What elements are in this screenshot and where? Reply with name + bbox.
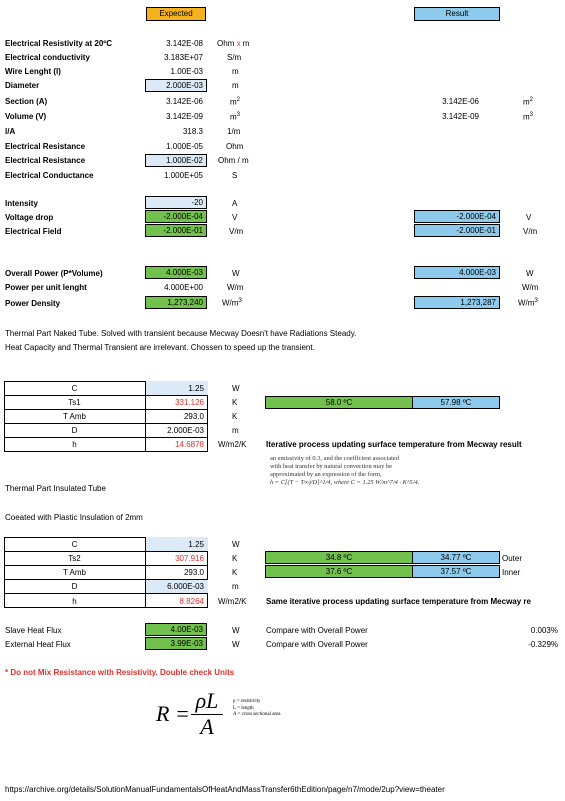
formula-numerator: ρL [195, 688, 219, 713]
prop-label: Electrical conductivity [5, 53, 90, 62]
thermal-value: 307.916 [175, 554, 204, 563]
note-insulated: Thermal Part Insulated Tube [5, 484, 106, 493]
field-result-cell: -2.000E-01 [414, 224, 500, 237]
resistance-input-cell[interactable]: 1.000E-02 [145, 154, 207, 167]
flux-compare: Compare with Overall Power [266, 640, 368, 649]
row-divider [4, 551, 208, 552]
prop-value: 1.000E+05 [164, 171, 203, 180]
power-expected-cell: 4.000E-03 [145, 266, 207, 279]
thermal-value: 293.0 [183, 568, 204, 577]
flux-pct: -0.329% [528, 640, 558, 649]
thermal-label: Ts2 [68, 554, 81, 563]
prop-unit: S [232, 171, 238, 180]
voltage-result-cell: -2.000E-04 [414, 210, 500, 223]
power-unit [222, 298, 242, 308]
prop-unit [230, 112, 240, 122]
thermal-unit: W [232, 384, 240, 393]
unit-sup: 3 [236, 112, 241, 118]
unit-sup: 2 [529, 97, 534, 103]
flux-compare: Compare with Overall Power [266, 626, 368, 635]
prop-label: Electrical Resistance [5, 142, 86, 151]
external-flux-cell: 3.99E-03 [145, 637, 207, 650]
thermal-unit: K [232, 398, 238, 407]
warning-note: * Do not Mix Resistance with Resistivity. Double check Units [5, 668, 235, 677]
prop-unit: m [232, 67, 239, 76]
thermal-value: 293.0 [183, 412, 204, 421]
unit-part: m [230, 97, 237, 107]
diameter-input-cell[interactable]: 2.000E-03 [145, 79, 207, 92]
prop-label: Electrical Resistance [5, 156, 86, 165]
legend-line: ρ = resistivity [233, 699, 261, 704]
unit-sup: 3 [534, 298, 538, 304]
ts1-expected-cell: 58.0 ºC [265, 396, 413, 409]
outer-expected-cell: 34.8 ºC [265, 551, 413, 564]
result-unit: V [526, 213, 532, 222]
note-same-iterative: Same iterative process updating surface temperature from Mecway re [266, 597, 531, 606]
prop-value: 1.000E-05 [166, 142, 203, 151]
unit-sup: 3 [529, 112, 534, 118]
thermal-value: 6.000E-03 [167, 582, 204, 591]
prop-unit: Ohm [226, 142, 244, 151]
prop-value: 3.142E-06 [166, 97, 203, 106]
paper-excerpt [270, 455, 500, 487]
result-unit [523, 112, 533, 122]
slave-flux-cell: 4.00E-03 [145, 623, 207, 636]
thermal-value: 1.25 [188, 384, 204, 393]
density-expected-cell: 1,273,240 [145, 296, 207, 309]
prop-label: Diameter [5, 81, 40, 90]
thermal-unit: m [232, 582, 239, 591]
thermal-unit: K [232, 554, 238, 563]
power-label: Power Density [5, 299, 61, 308]
unit-part: m [523, 97, 530, 107]
thermal-label: h [72, 440, 77, 449]
prop-label: Volume (V) [5, 112, 47, 121]
prop-unit: m [232, 81, 239, 90]
prop-label: l/A [5, 127, 16, 136]
prop-unit: 1/m [227, 127, 241, 136]
thermal-unit: K [232, 412, 238, 421]
thermal-unit: W/m2/K [218, 597, 247, 606]
power-label: Power per unit lenght [5, 283, 87, 292]
source-link[interactable]: https://archive.org/details/SolutionManualFundamentalsOfHeatAndMassTransfer6thEdition/page/n7/mode/2up?view=theater [5, 785, 445, 794]
outer-tag: Outer [502, 554, 523, 563]
unit-sup: 2 [236, 97, 241, 103]
note-naked-1: Thermal Part Naked Tube. Solved with transient because Mecway Doesn't have Radiations Steady. [5, 329, 357, 338]
result-header-label: Result [445, 9, 469, 18]
expected-header [146, 7, 206, 21]
prop-label: Electrical Conductance [5, 171, 94, 180]
paper-line: approximated by an expression of the form, [270, 471, 382, 478]
paper-line: h = C[(T − T∞)/D]^1/4, where C = 1.25 W/m^7/4 · K^5/4. [270, 479, 420, 486]
result-value: 3.142E-06 [442, 97, 479, 106]
note-naked-2: Heat Capacity and Thermal Transient are irrelevant. Chossen to speed up the transient. [5, 343, 315, 352]
voltage-expected-cell: -2.000E-04 [145, 210, 207, 223]
elec-label: Electrical Field [5, 227, 62, 236]
flux-unit: W [232, 626, 240, 635]
prop-value: 3.183E+07 [164, 53, 203, 62]
expected-header-label: Expected [159, 9, 193, 18]
prop-value: 1.00E-03 [170, 67, 203, 76]
unit-part: m [230, 112, 237, 122]
prop-label: Section (A) [5, 97, 48, 106]
thermal-label: D [71, 426, 78, 435]
power-result-cell: 4.000E-03 [414, 266, 500, 279]
power-value: 4.000E+00 [164, 283, 203, 292]
legend-line: L = length [233, 705, 254, 711]
paper-line: an emissivity of 0.3, and the coefficient associated [270, 455, 399, 462]
prop-label: Wire Lenght (l) [5, 67, 61, 76]
power-unit: W/m [227, 283, 244, 292]
unit-sup: 3 [238, 298, 242, 304]
result-unit [523, 97, 533, 107]
note-iterative: Iterative process updating surface temperature from Mecway result [266, 440, 522, 449]
intensity-input-cell[interactable]: -20 [145, 196, 207, 209]
note-coated: Coeated with Plastic Insulation of 2mm [5, 513, 143, 522]
elec-unit: V/m [229, 227, 244, 236]
thermal-label: C [71, 540, 78, 549]
inner-result-cell: 37.57 ºC [412, 565, 500, 578]
unit-part: m [242, 39, 250, 48]
power-label: Overall Power (P*Volume) [5, 269, 103, 278]
result-unit [518, 298, 538, 308]
inner-expected-cell: 37.6 ºC [265, 565, 413, 578]
thermal-value: 8.8264 [179, 597, 204, 606]
thermal-unit: m [232, 426, 239, 435]
thermal-label: T Amb [63, 412, 86, 421]
thermal-label: h [72, 597, 77, 606]
row-divider [4, 565, 208, 566]
thermal-value: 1.25 [188, 540, 204, 549]
thermal-value: 331.126 [175, 398, 204, 407]
elec-unit: A [232, 199, 238, 208]
result-header [414, 7, 500, 21]
unit-times: x [234, 39, 243, 48]
thermal-label: T Amb [63, 568, 86, 577]
ts1-result-cell: 57.98 ºC [412, 396, 500, 409]
prop-unit: Ohm / m [218, 156, 249, 165]
power-unit: W [232, 269, 240, 278]
unit-part: W/m [518, 298, 535, 308]
prop-unit [230, 97, 240, 107]
thermal-label: C [71, 384, 78, 393]
thermal-label: D [71, 582, 78, 591]
row-divider [4, 437, 208, 438]
flux-pct: 0.003% [530, 626, 558, 635]
prop-label: Electrical Resistivity at 20ºC [5, 39, 112, 48]
elec-unit: V [232, 213, 238, 222]
formula-denominator: A [200, 714, 214, 739]
flux-label: External Heat Flux [5, 640, 71, 649]
inner-tag: Inner [502, 568, 521, 577]
flux-label: Slave Heat Flux [5, 626, 62, 635]
result-unit: W [526, 269, 534, 278]
prop-value: 3.142E-08 [166, 39, 203, 48]
row-divider [4, 593, 208, 594]
thermal-value: 14.6878 [175, 440, 204, 449]
thermal-unit: W [232, 540, 240, 549]
formula-lhs: R = [156, 701, 190, 726]
field-expected-cell: -2.000E-01 [145, 224, 207, 237]
row-divider [4, 423, 208, 424]
flux-unit: W [232, 640, 240, 649]
thermal-label: Ts1 [68, 398, 81, 407]
prop-unit [217, 39, 249, 48]
unit-part: m [523, 112, 530, 122]
thermal-unit: K [232, 568, 238, 577]
result-unit: V/m [523, 227, 538, 236]
elec-label: Voltage drop [5, 213, 54, 222]
formula-legend [233, 699, 281, 719]
thermal-unit: W/m2/K [218, 440, 247, 449]
legend-line: A = cross sectional area [233, 712, 281, 717]
prop-unit: S/m [227, 53, 242, 62]
elec-label: Intensity [5, 199, 38, 208]
unit-part: W/m [222, 298, 239, 308]
density-result-cell: 1,273,287 [414, 296, 500, 309]
thermal-value: 2.000E-03 [167, 426, 204, 435]
prop-value: 3.142E-09 [166, 112, 203, 121]
unit-part: Ohm [217, 39, 235, 48]
prop-value: 318.3 [182, 127, 203, 136]
row-divider [4, 395, 208, 396]
result-unit: W/m [522, 283, 539, 292]
row-divider [4, 409, 208, 410]
result-value: 3.142E-09 [442, 112, 479, 121]
paper-line: with heat transfer by natural convection may be [270, 463, 392, 470]
outer-result-cell: 34.77 ºC [412, 551, 500, 564]
